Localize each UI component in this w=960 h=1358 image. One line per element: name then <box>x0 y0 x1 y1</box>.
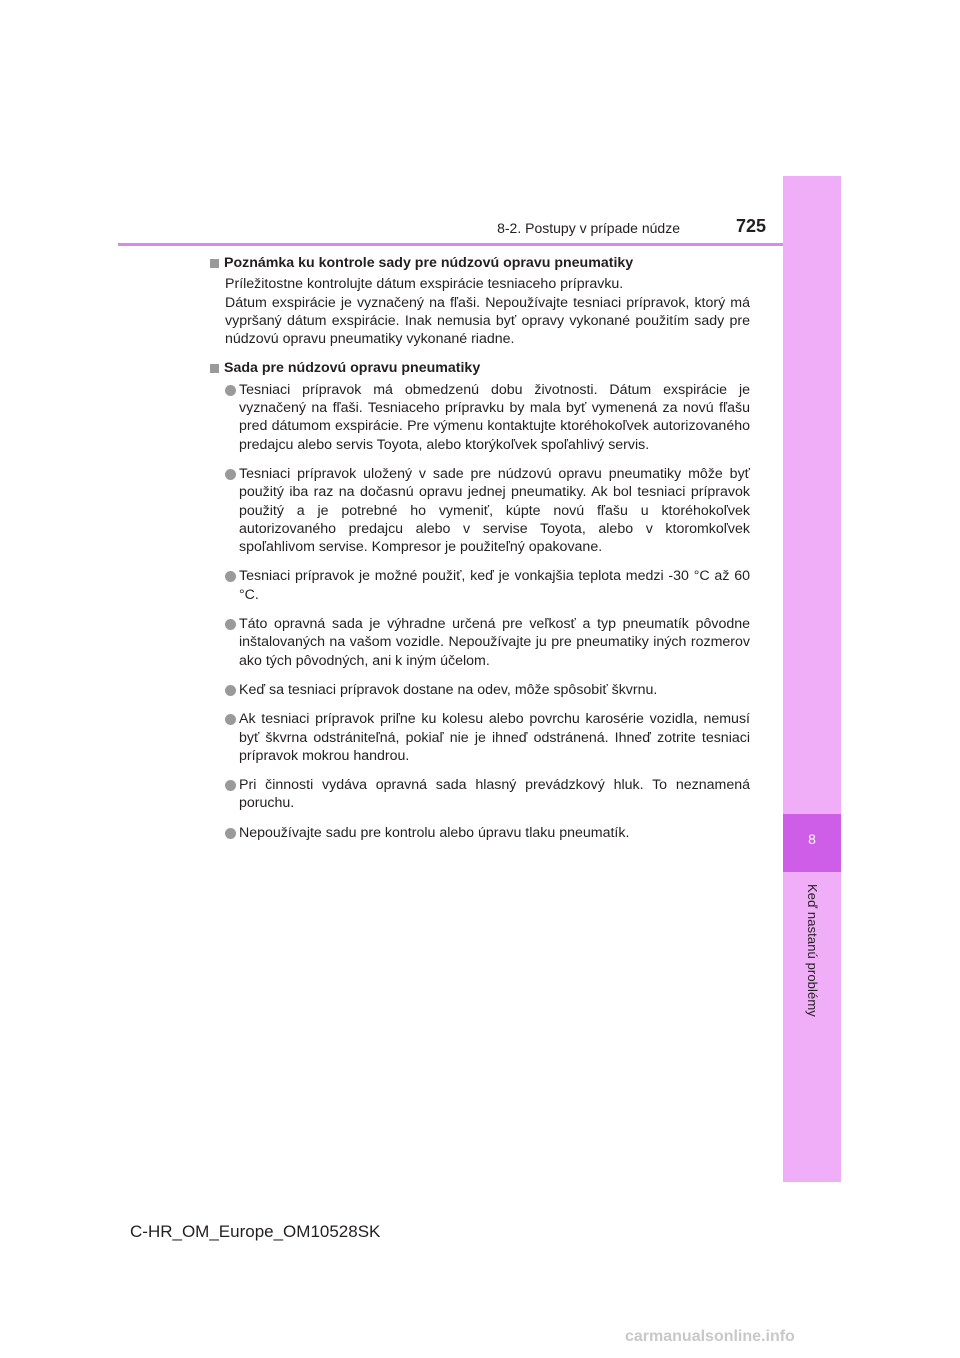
list-item-text: Keď sa tesniaci prípravok dostane na odev, môže spôsobiť škvrnu. <box>239 681 658 698</box>
circle-bullet-icon <box>225 685 236 696</box>
header-section-title: 8-2. Postupy v prípade núdze <box>497 220 680 236</box>
section-heading <box>210 254 750 272</box>
page-content <box>210 254 750 853</box>
heading-text: Poznámka ku kontrole sady pre núdzovú opravu pneumatiky <box>224 255 634 271</box>
circle-bullet-icon <box>225 571 236 582</box>
list-item <box>225 465 750 556</box>
list-item <box>225 615 750 670</box>
square-bullet-icon <box>210 259 219 268</box>
header-divider <box>118 243 783 246</box>
list-item <box>225 776 750 813</box>
list-item <box>225 824 750 842</box>
circle-bullet-icon <box>225 469 236 480</box>
list-item-text: Pri činnosti vydáva opravná sada hlasný prevádzkový hluk. To neznamená poruchu. <box>239 777 750 812</box>
list-item <box>225 710 750 765</box>
watermark: carmanualsonline.info <box>625 1328 795 1345</box>
list-item <box>225 381 750 454</box>
list-item-text: Ak tesniaci prípravok priľne ku kolesu alebo povrchu karosérie vozidla, nemusí byť škvrna odstrániteľná, pokiaľ nie je ihneď odstránená. Ihneď zotrite tesniaci prípravok mokrou handrou. <box>239 711 750 764</box>
list-item-text: Tesniaci prípravok má obmedzenú dobu životnosti. Dátum exspirácie je vyznačený na fľaši. Tesniaceho prípravku by mala byť vymenená za novú fľašu pred dátumom exspirácie. Pre výmenu kontaktujte ktoréhokoľvek autorizovaného predajcu alebo servis Toyota, alebo ktorýkoľvek spoľahlivý servis. <box>239 381 750 453</box>
chapter-side-tab <box>783 176 841 1182</box>
heading-text: Sada pre núdzovú opravu pneumatiky <box>224 360 481 377</box>
circle-bullet-icon <box>225 780 236 791</box>
paragraph: Dátum exspirácie je vyznačený na fľaši. Nepoužívajte tesniaci prípravok, ktorý má vypršaný dátum exspirácie. Inak nemusia byť opravy vykonané použitím sady pre núdzovú opravu pneumatiky vykonané riadne. <box>225 294 750 348</box>
list-item <box>225 567 750 604</box>
paragraph: Príležitostne kontrolujte dátum exspirácie tesniaceho prípravku. <box>225 276 624 293</box>
circle-bullet-icon <box>225 828 236 839</box>
list-item-text: Nepoužívajte sadu pre kontrolu alebo úpravu tlaku pneumatík. <box>239 824 630 841</box>
list-item-text: Táto opravná sada je výhradne určená pre veľkosť a typ pneumatík pôvodne inštalovaných na vašom vozidle. Nepoužívajte ju pre pneumatiky iných rozmerov ako tých pôvodných, ani k iným účelom. <box>239 616 750 669</box>
chapter-title: Keď nastanú problémy <box>805 884 820 1017</box>
list-item <box>225 681 750 699</box>
document-code: C-HR_OM_Europe_OM10528SK <box>130 1222 381 1241</box>
circle-bullet-icon <box>225 619 236 630</box>
circle-bullet-icon <box>225 714 236 725</box>
page-number: 725 <box>736 216 767 236</box>
list-item-text: Tesniaci prípravok je možné použiť, keď je vonkajšia teplota medzi -30 °C až 60 °C. <box>239 568 750 603</box>
square-bullet-icon <box>210 364 219 373</box>
circle-bullet-icon <box>225 385 236 396</box>
section-heading <box>210 359 750 377</box>
chapter-number: 8 <box>783 814 841 872</box>
list-item-text: Tesniaci prípravok uložený v sade pre núdzovú opravu pneumatiky môže byť použitý iba raz na dočasnú opravu jednej pneumatiky. Ak bol tesniaci prípravok použitý a je potrebné ho vymeniť, kúpte novú fľašu u ktoréhokoľvek autorizovaného predajcu alebo v servise Toyota, alebo v ktoromkoľvek spoľahlivom servise. Kompresor je použiteľný opakovane. <box>239 465 750 556</box>
